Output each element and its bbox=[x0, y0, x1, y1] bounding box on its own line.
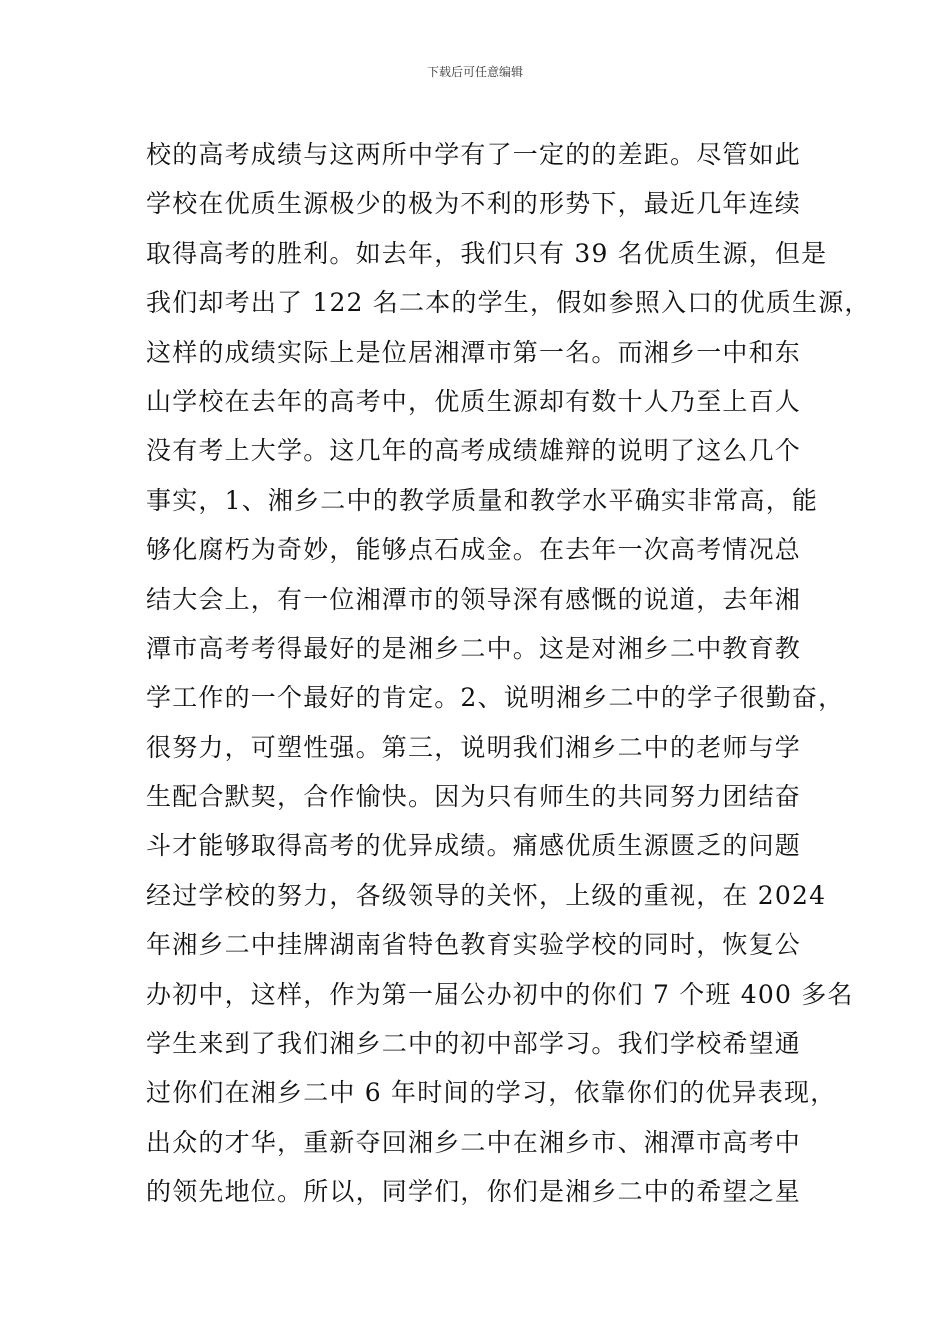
text-line: 很努力，可塑性强。第三，说明我们湘乡二中的老师与学 bbox=[146, 732, 802, 762]
text-line: 经过学校的努力，各级领导的关怀，上级的重视，在 2024 bbox=[146, 880, 827, 910]
text-line: 年湘乡二中挂牌湖南省特色教育实验学校的同时，恢复公 bbox=[146, 930, 802, 960]
text-line: 没有考上大学。这几年的高考成绩雄辩的说明了这么几个 bbox=[146, 436, 802, 466]
text-line: 办初中，这样，作为第一届公办初中的你们 7 个班 400 多名 bbox=[146, 979, 854, 1009]
text-line: 这样的成绩实际上是位居湘潭市第一名。而湘乡一中和东 bbox=[146, 337, 802, 367]
text-line: 的领先地位。所以，同学们，你们是湘乡二中的希望之星 bbox=[146, 1177, 802, 1207]
text-line: 山学校在去年的高考中，优质生源却有数十人乃至上百人 bbox=[146, 386, 802, 416]
text-line: 结大会上，有一位湘潭市的领导深有感慨的说道，去年湘 bbox=[146, 584, 802, 614]
text-line: 生配合默契，合作愉快。因为只有师生的共同努力团结奋 bbox=[146, 782, 802, 812]
text-line: 事实，1、湘乡二中的教学质量和教学水平确实非常高，能 bbox=[146, 485, 819, 515]
text-line: 取得高考的胜利。如去年，我们只有 39 名优质生源，但是 bbox=[146, 238, 828, 268]
page-header-note: 下载后可任意编辑 bbox=[426, 65, 523, 79]
text-line: 校的高考成绩与这两所中学有了一定的的差距。尽管如此 bbox=[146, 140, 802, 169]
text-line: 学工作的一个最好的肯定。2、说明湘乡二中的学子很勤奋， bbox=[146, 683, 845, 713]
document-body bbox=[146, 130, 871, 1217]
text-line: 学校在优质生源极少的极为不利的形势下，最近几年连续 bbox=[146, 189, 802, 219]
text-line: 斗才能够取得高考的优异成绩。痛感优质生源匮乏的问题 bbox=[146, 831, 802, 861]
text-line: 过你们在湘乡二中 6 年时间的学习，依靠你们的优异表现， bbox=[146, 1078, 837, 1108]
text-line: 学生来到了我们湘乡二中的初中部学习。我们学校希望通 bbox=[146, 1029, 802, 1059]
text-line: 够化腐朽为奇妙，能够点石成金。在去年一次高考情况总 bbox=[146, 535, 802, 565]
text-line: 出众的才华，重新夺回湘乡二中在湘乡市、湘潭市高考中 bbox=[146, 1127, 802, 1157]
text-line: 我们却考出了 122 名二本的学生，假如参照入口的优质生源， bbox=[146, 288, 871, 318]
text-line: 潭市高考考得最好的是湘乡二中。这是对湘乡二中教育教 bbox=[146, 633, 802, 663]
